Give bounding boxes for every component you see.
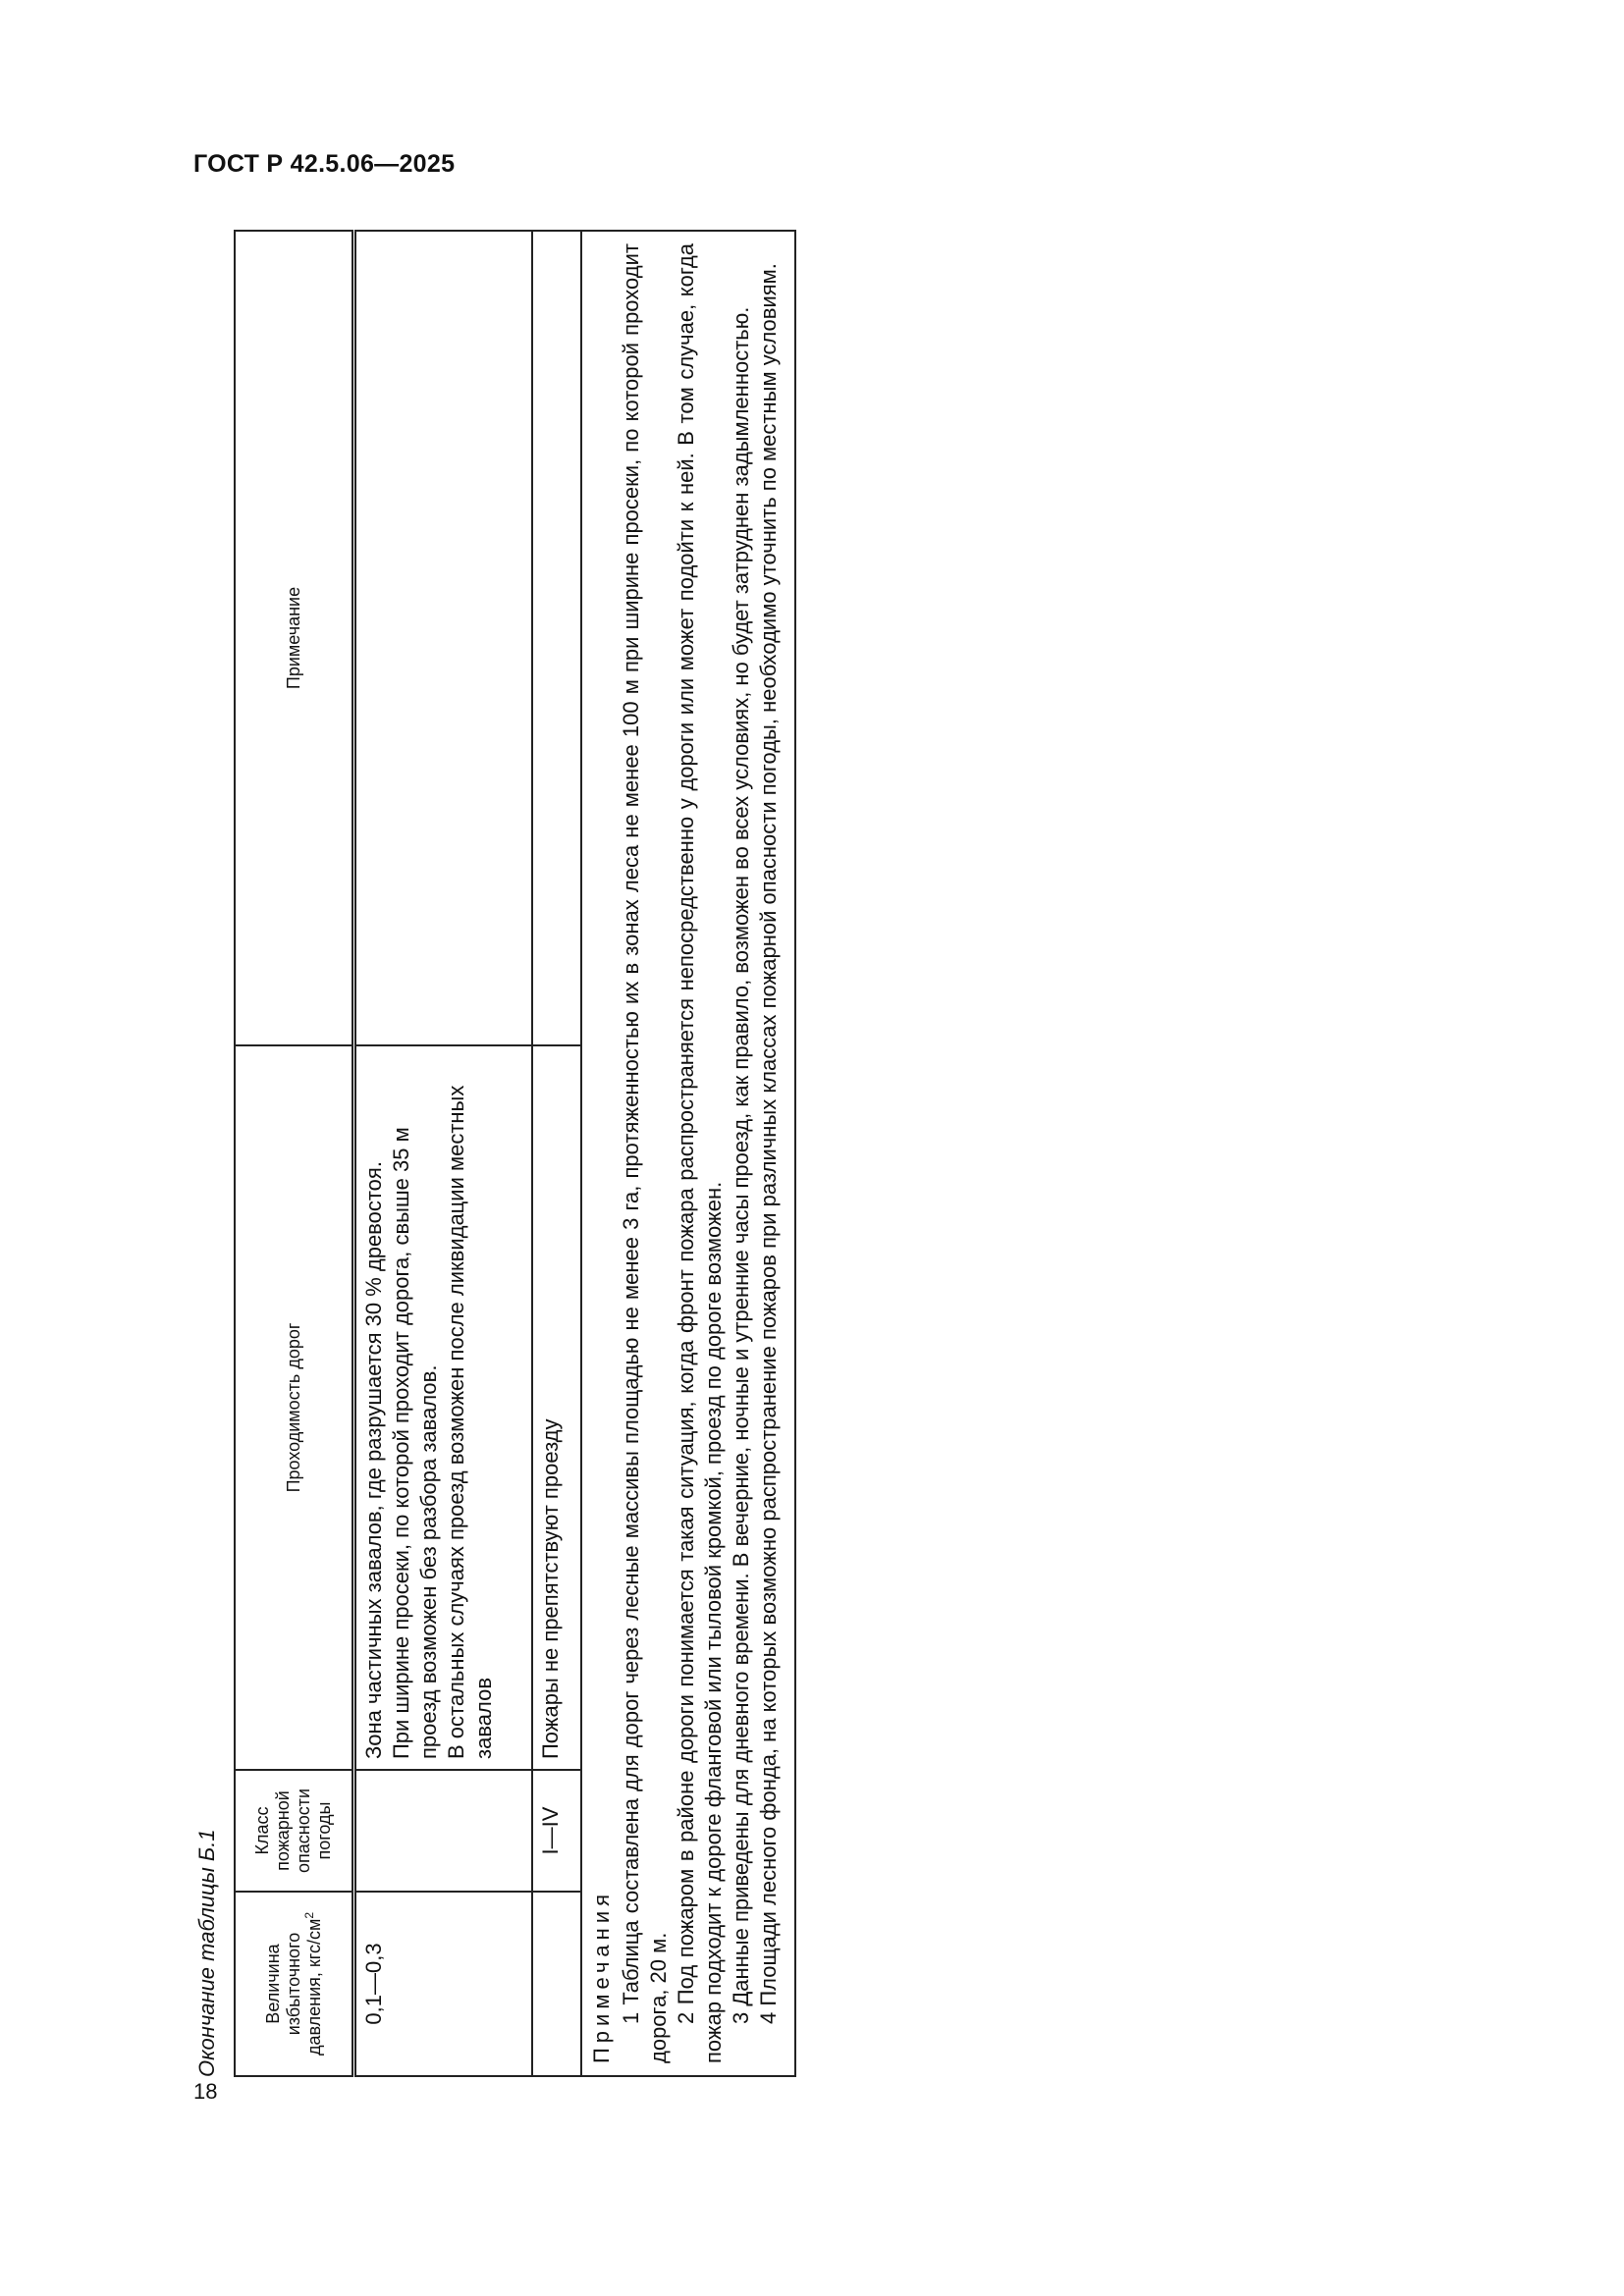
header-note: Примечание [235,231,354,1045]
cell-pressure [532,1892,581,2076]
document-header: ГОСТ Р 42.5.06—2025 [193,150,456,178]
passability-table [234,230,796,2077]
cell-fire-class: I—IV [532,1770,581,1892]
notes-row [581,231,795,2076]
rotated-table-block [183,232,899,2077]
passability-line: В остальных случаях проезд возможен после ликвидации местных завалов [444,1085,496,1759]
note-item: 1 Таблица составлена для дорог через лесные массивы площадью не менее 3 га, протяженностью их в зонах леса не менее 100 м при ширине просеки, по которой проходит дорога, 20 м. [619,243,671,2063]
cell-passability [354,1045,533,1770]
table-header-row [235,231,354,2076]
cell-pressure: 0,1—0,3 [354,1892,533,2076]
cell-note [532,231,581,1045]
passability-line: При ширине просеки, по которой проходит дорога, свыше 35 м проезд возможен без разбора завалов. [389,1127,441,1759]
notes-title: Примечания [589,1889,614,2063]
note-item: 3 Данные приведены для дневного времени. В вечерние, ночные и утренние часы проезд, как правило, возможен во всех условиях, но будет затруднен задымленностью. [729,306,753,2024]
passability-line: Зона частичных завалов, где разрушается 30 % древостоя. [361,1161,386,1759]
table-row [532,231,581,2076]
header-pressure: Величина избыточного давления, кгс/$см^2$ [235,1892,354,2076]
note-item: 2 Под пожаром в районе дороги понимается такая ситуация, когда фронт пожара распространяется непосредственно у дороги или может подойти к ней. В том случае, когда пожар подходит к дороге фланговой или тыловой кромкой, проезд по дороге возможен. [674,243,726,2063]
table-row [354,231,533,2076]
header-fire-class: Класс пожарной опасности погоды [235,1770,354,1892]
notes-cell [581,231,795,2076]
cell-fire-class [354,1770,533,1892]
table-caption: Окончание таблицы Б.1 [194,1829,219,2077]
passability-line: Пожары не препятствуют проезду [538,1418,563,1759]
note-item: 4 Площади лесного фонда, на которых возможно распространение пожаров при различных классах пожарной опасности погоды, необходимо уточнить по местным условиям. [756,263,781,2024]
header-passability: Проходимость дорог [235,1045,354,1770]
page-number: 18 [193,2079,218,2104]
cell-note [354,231,533,1045]
cell-passability [532,1045,581,1770]
